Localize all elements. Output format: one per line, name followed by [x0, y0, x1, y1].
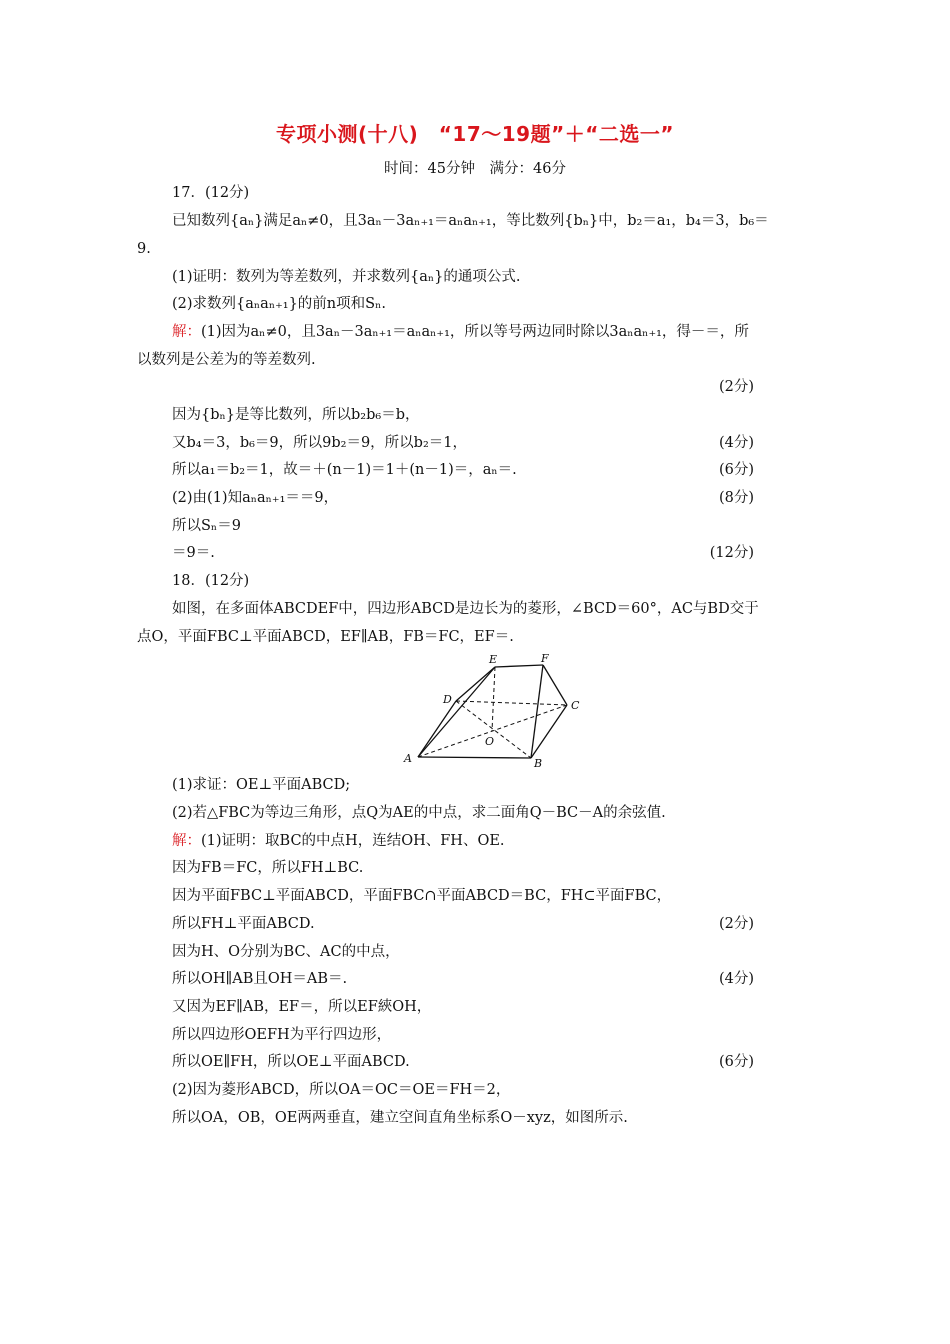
score-mark: (8分)	[718, 490, 754, 506]
vertex-label-D: D	[443, 693, 452, 706]
q17-stem-line1: 已知数列{aₙ}满足aₙ≠0，且3aₙ－3aₙ₊₁＝aₙaₙ₊₁，等比数列{bₙ}中，b₂＝a₁，b₄＝3，b₆＝	[172, 213, 769, 229]
q18-step: 所以OA，OB，OE两两垂直，建立空间直角坐标系O－xyz，如图所示.	[172, 1110, 628, 1126]
q18-step: 所以FH⊥平面ABCD.	[172, 916, 315, 932]
score-mark: (6分)	[718, 1054, 754, 1070]
q18-number: 18．(12分)	[172, 573, 250, 589]
score-mark: (4分)	[718, 435, 754, 451]
q18-step: 因为平面FBC⊥平面ABCD，平面FBC∩平面ABCD＝BC，FH⊂平面FBC，	[172, 888, 672, 904]
vertex-label-O: O	[485, 735, 495, 748]
q18-step: 因为H、O分别为BC、AC的中点，	[172, 944, 400, 960]
q17-solution-line1	[172, 322, 749, 342]
q18-solution-line1	[172, 831, 505, 851]
score-mark: (4分)	[718, 971, 754, 987]
score-mark: (2分)	[718, 916, 754, 932]
q18-step: (2)因为菱形ABCD，所以OA＝OC＝OE＝FH＝2，	[172, 1082, 511, 1098]
edge-FC	[543, 665, 567, 705]
vertex-label-F: F	[541, 652, 549, 665]
edge-DE	[456, 667, 495, 701]
score-mark: (12分)	[709, 545, 754, 561]
edge-AB	[418, 757, 531, 758]
q18-solution-text: (1)证明：取BC的中点H，连结OH、FH、OE.	[201, 833, 505, 849]
q18-step: 所以OE∥FH，所以OE⊥平面ABCD.	[172, 1054, 410, 1070]
q17-stem-line2: 9.	[137, 241, 151, 257]
q17-solution-line2: 以数列是公差为的等差数列.	[137, 352, 316, 368]
q17-step: ＝9＝.	[172, 545, 215, 561]
q17-step: 又b₄＝3，b₆＝9，所以9b₂＝9，所以b₂＝1，	[172, 435, 468, 451]
q17-step: (2)由(1)知aₙaₙ₊₁＝＝9，	[172, 490, 339, 506]
vertex-label-C: C	[571, 699, 580, 712]
q18-stem-line2: 点O，平面FBC⊥平面ABCD，EF∥AB，FB＝FC，EF＝.	[137, 629, 514, 645]
q18-step: 又因为EF∥AB，EF＝，所以EF綊OH，	[172, 999, 432, 1015]
score-mark: (6分)	[718, 462, 754, 478]
edge-EF	[495, 665, 543, 667]
vertex-label-E: E	[489, 653, 498, 666]
score-mark: (2分)	[718, 379, 754, 395]
q17-number: 17．(12分)	[172, 185, 250, 201]
edge-AE	[418, 667, 495, 757]
q17-part2: (2)求数列{aₙaₙ₊₁}的前n项和Sₙ.	[172, 296, 386, 312]
q18-part2: (2)若△FBC为等边三角形，点Q为AE的中点，求二面角Q－BC－A的余弦值.	[172, 805, 666, 821]
q17-part1: (1)证明：数列为等差数列，并求数列{aₙ}的通项公式.	[172, 269, 521, 285]
vertex-label-B: B	[534, 757, 543, 770]
edge-AD	[418, 701, 456, 757]
q17-step: 所以Sₙ＝9	[172, 518, 241, 534]
solution-label: 解：	[172, 324, 201, 340]
q18-part1: (1)求证：OE⊥平面ABCD;	[172, 777, 351, 793]
q17-step: 因为{bₙ}是等比数列，所以b₂b₆＝b，	[172, 407, 420, 423]
q17-step: 所以a₁＝b₂＝1，故＝＋(n－1)＝1＋(n－1)＝，aₙ＝.	[172, 462, 517, 478]
exam-time-info: 时间：45分钟 满分：46分	[384, 161, 566, 177]
vertex-label-A: A	[404, 752, 412, 765]
solution-label: 解：	[172, 833, 201, 849]
segment-EO	[492, 667, 495, 731]
edge-DC	[456, 701, 567, 705]
q18-step: 所以OH∥AB且OH＝AB＝.	[172, 971, 348, 987]
q18-stem-line1: 如图，在多面体ABCDEF中，四边形ABCD是边长为的菱形，∠BCD＝60°，AC与BD交于	[172, 601, 759, 617]
polyhedron-figure	[400, 650, 590, 770]
q18-step: 所以四边形OEFH为平行四边形，	[172, 1027, 392, 1043]
page-title: 专项小测(十八) “17～19题”＋“二选一”	[275, 122, 675, 146]
q18-step: 因为FB＝FC，所以FH⊥BC.	[172, 860, 364, 876]
q17-solution-text: (1)因为aₙ≠0，且3aₙ－3aₙ₊₁＝aₙaₙ₊₁，所以等号两边同时除以3aₙaₙ₊₁，得－＝，所	[201, 324, 749, 340]
